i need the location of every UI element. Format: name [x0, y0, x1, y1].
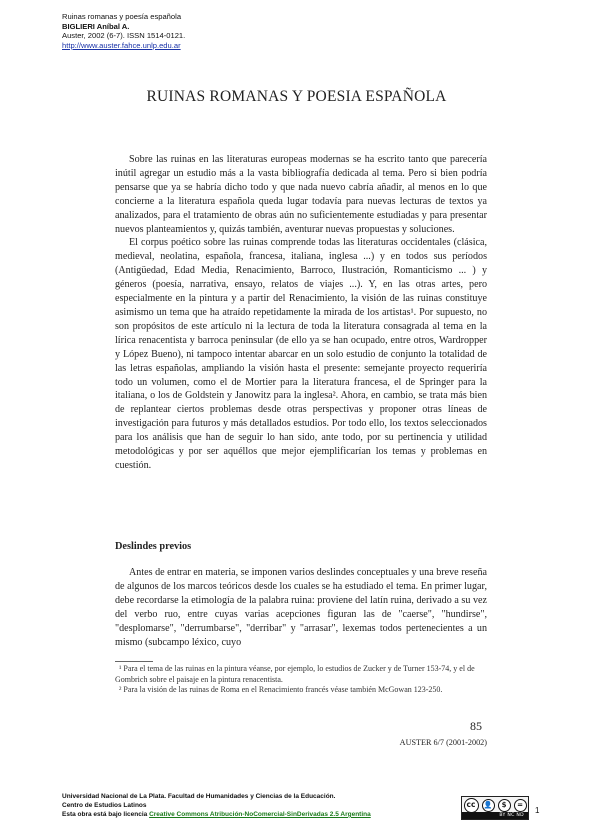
citation-title: Ruinas romanas y poesía española: [62, 12, 182, 21]
license-link[interactable]: Creative Commons Atribución-NoComercial-SinDerivadas 2.5 Argentina: [149, 810, 371, 818]
paragraph-1: Sobre las ruinas en las literaturas europeas modernas se ha escrito tanto que parecería inútil agregar un estudio más a la vasta bibliografía dedicada al tema. Pero si bien podría pensarse que ya se habría dicho todo y que nada nuevo cabría añadir, al menos en lo que concierne a la literatura española queda lugar todavía para nuevas lecturas de textos ya analizados, para el tratamiento de obras aún no suficientemente estudiadas y para presentar nuevos planteamientos y, quizás también, aventurar nuevas propuestas y soluciones.: [115, 154, 487, 235]
paragraph-2: El corpus poético sobre las ruinas comprende todas las literaturas occidentales (clásica, medieval, neolatina, española, francesa, italiana, inglesa ...) y en todos sus períodos (Antigüedad, Edad Media, Renacimiento, Barroco, Ilustración, Romanticismo ... ) y géneros (poesía, narrativa, ensayo, relatos de viajes ...). Y, en las otras artes, pero especialmente en la pintura y a partir del Renacimiento, la visión de las ruinas constituye asimismo un tema que ha atraído repetidamente la mirada de los artistas¹. Por supuesto, no son propósitos de este artículo ni la lectura de toda la literatura consagrada al tema en la lírica renacentista y barroca peninsular (de ello ya se han ocupado, entre otros, Wardropper y López Bueno), ni tampoco intentar abarcar en un solo estudio de conjunto la totalidad de las letras españolas, ampliando la visión hasta el presente: semejante proyecto requeriría todo un volumen, como el de Mortier para la literatura francesa, el de Springer para la italiana, o los de Goldstein y Janowitz para la inglesa². Ahora, en cambio, se trata más bien de replantear ciertos problemas desde otras perspectivas y proponer otras líneas de investigación para futuros y más detallados estudios. Por todo ello, los textos seleccionados para los análisis que han de seguir lo han sido, ante todo, por su pertinencia y utilidad metodológicas y por ser aquéllos que mejor ejemplificarían los temas y problemas en cuestión.: [115, 237, 487, 471]
footer-license-prefix: Esta obra está bajo licencia: [62, 810, 150, 818]
cc-strip: BY NC ND: [462, 812, 528, 819]
page-number: 85: [470, 719, 482, 733]
section-heading: Deslindes previos: [115, 541, 192, 552]
footer-university: Universidad Nacional de La Plata. Facultad de Humanidades y Ciencias de la Educación.: [62, 793, 336, 800]
footnote-divider: [115, 661, 153, 662]
citation-author: BIGLIERI Aníbal A.: [62, 21, 130, 31]
footer-license-line: [62, 811, 371, 820]
citation-link[interactable]: http://www.auster.fahce.unlp.edu.ar: [62, 40, 181, 50]
article-body: [115, 153, 487, 473]
by-icon: 👤: [482, 799, 495, 812]
citation-header: [62, 12, 185, 50]
section-body: [115, 566, 487, 649]
section-paragraph: Antes de entrar en materia, se imponen varios deslindes conceptuales y una breve reseña de algunos de los marcos teóricos desde los cuales se ha estudiado el tema. En primer lugar, debe recordarse la etimología de la palabra ruina: proviene del latín ruina, derivado a su vez del verbo ruo, entre cuyas varias acepciones figuran las de "caerse", "hundirse", "desplomarse", "derrumbarse", "derribar" y "arrasar", lexemas todos pertenecientes a un mismo (subcampo léxico, cuyo: [115, 567, 487, 648]
article-title: RUINAS ROMANAS Y POESIA ESPAÑOLA: [146, 88, 447, 105]
journal-line: AUSTER 6/7 (2001-2002): [399, 738, 487, 747]
license-footer: [62, 793, 371, 820]
footnote-2: ² Para la visión de las ruinas de Roma en el Renacimiento francés véase también McGowan 123-250.: [119, 685, 443, 695]
cc-license-badge[interactable]: [461, 796, 529, 820]
nc-icon: $: [498, 799, 511, 812]
nd-icon: =: [514, 799, 527, 812]
footnote-1: ¹ Para el tema de las ruinas en la pintura véanse, por ejemplo, lo estudios de Zucker y de Turner 153-74, y el de Gombrich sobre el paisaje en la pintura renacentista.: [115, 664, 475, 684]
sheet-number: 1: [535, 806, 540, 815]
footer-center: Centro de Estudios Latinos: [62, 801, 147, 809]
cc-logo-icon: cc: [464, 798, 479, 813]
footnotes: [115, 664, 487, 696]
citation-issn: Auster, 2002 (6-7). ISSN 1514-0121.: [62, 31, 186, 41]
